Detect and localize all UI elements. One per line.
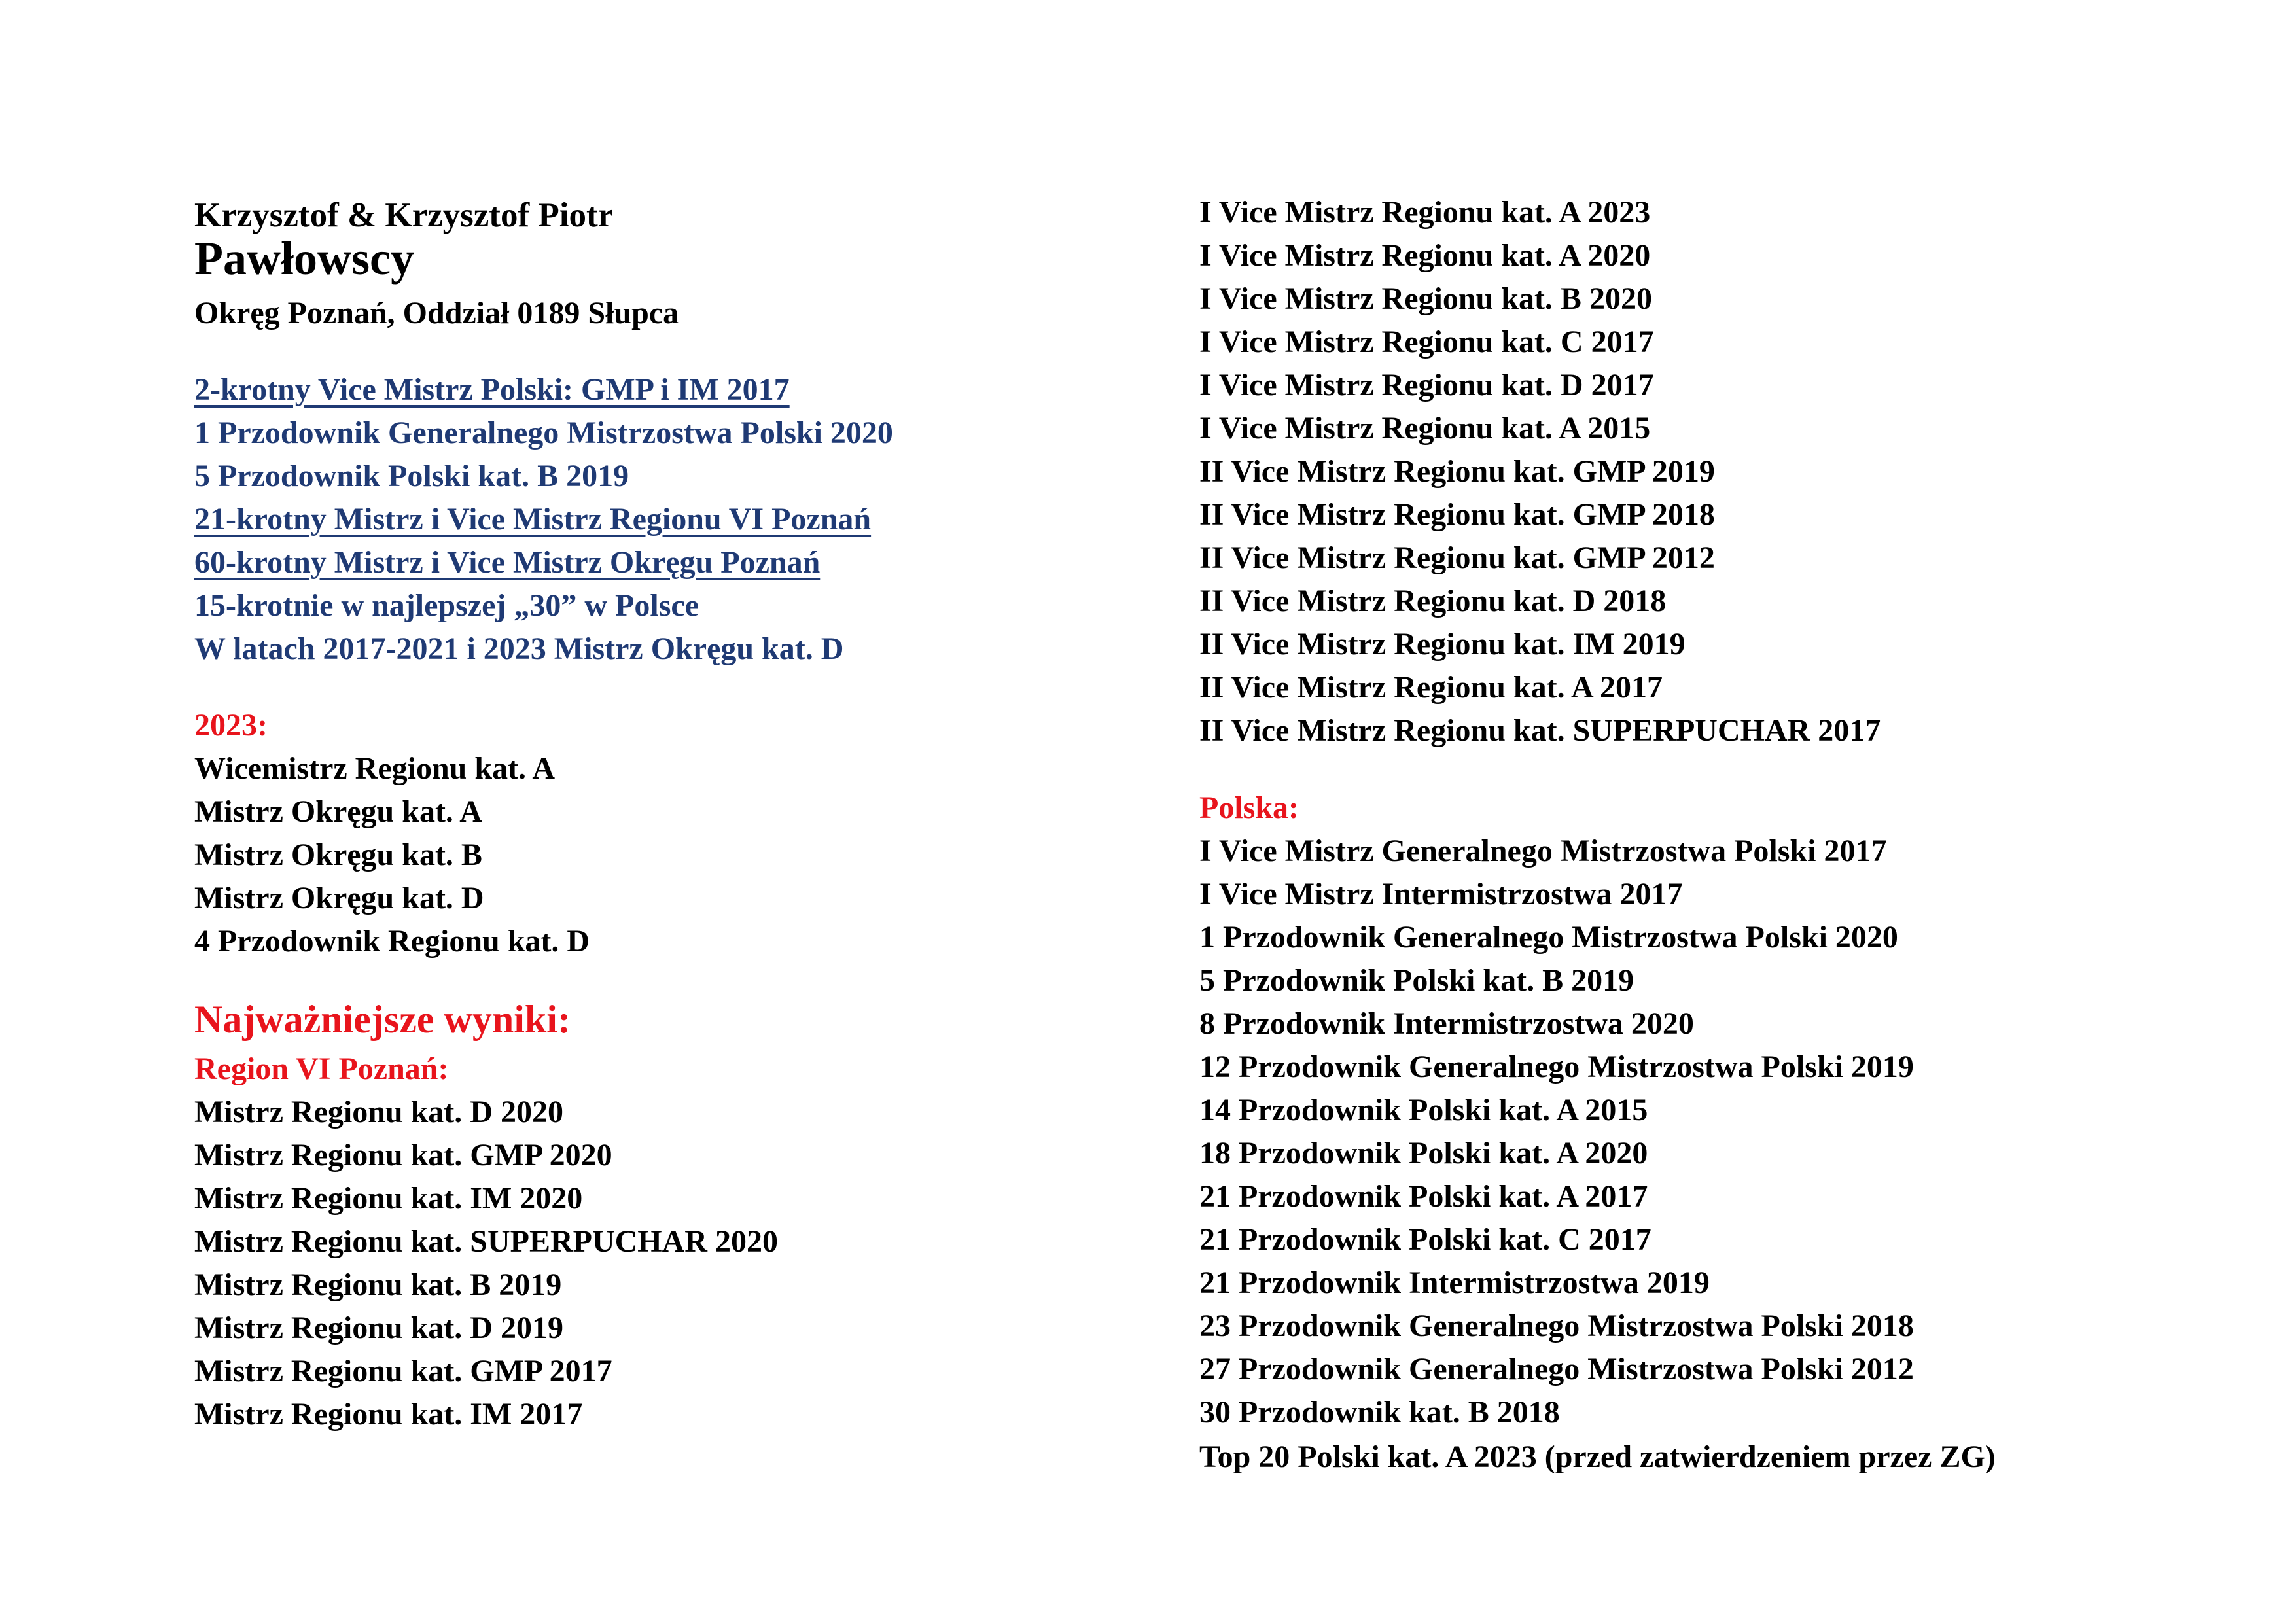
region-continued-item: I Vice Mistrz Regionu kat. A 2015 (1199, 411, 1651, 446)
region-item: Mistrz Regionu kat. D 2020 (194, 1095, 563, 1129)
district-label: Okręg Poznań, Oddział 0189 Słupca (194, 296, 679, 330)
poland-item: I Vice Mistrz Intermistrzostwa 2017 (1199, 877, 1683, 911)
poland-item: Top 20 Polski kat. A 2023 (przed zatwierdzeniem przez ZG) (1199, 1439, 1996, 1474)
owner-names: Krzysztof & Krzysztof Piotr (194, 196, 614, 234)
region-item: Mistrz Regionu kat. GMP 2020 (194, 1138, 612, 1172)
poland-item: 21 Przodownik Polski kat. A 2017 (1199, 1179, 1648, 1214)
poland-item: 21 Przodownik Intermistrzostwa 2019 (1199, 1265, 1710, 1300)
region-continued-item: II Vice Mistrz Regionu kat. D 2018 (1199, 584, 1667, 618)
region-item: Mistrz Regionu kat. GMP 2017 (194, 1354, 612, 1388)
poland-item: 12 Przodownik Generalnego Mistrzostwa Polski 2019 (1199, 1049, 1914, 1084)
region-item: Mistrz Regionu kat. D 2019 (194, 1311, 563, 1345)
region-continued-item: II Vice Mistrz Regionu kat. GMP 2019 (1199, 454, 1715, 489)
poland-item: 30 Przodownik kat. B 2018 (1199, 1395, 1560, 1430)
poland-item: 18 Przodownik Polski kat. A 2020 (1199, 1136, 1648, 1171)
region-item: Mistrz Regionu kat. SUPERPUCHAR 2020 (194, 1224, 778, 1259)
year-2023-item: Wicemistrz Regionu kat. A (194, 751, 556, 786)
year-2023-heading: 2023: (194, 708, 268, 743)
poland-item: 8 Przodownik Intermistrzostwa 2020 (1199, 1006, 1694, 1041)
poland-item: I Vice Mistrz Generalnego Mistrzostwa Polski 2017 (1199, 834, 1887, 868)
region-continued-item: I Vice Mistrz Regionu kat. B 2020 (1199, 281, 1652, 316)
region-item: Mistrz Regionu kat. IM 2017 (194, 1397, 583, 1432)
summary-item: 15-krotnie w najlepszej „30” w Polsce (194, 588, 699, 623)
key-results-heading: Najważniejsze wyniki: (194, 998, 571, 1041)
region-continued-item: II Vice Mistrz Regionu kat. GMP 2012 (1199, 540, 1715, 575)
region-heading: Region VI Poznań: (194, 1051, 449, 1086)
summary-item: W latach 2017-2021 i 2023 Mistrz Okręgu kat. D (194, 631, 844, 666)
region-continued-item: I Vice Mistrz Regionu kat. C 2017 (1199, 325, 1654, 359)
poland-item: 27 Przodownik Generalnego Mistrzostwa Polski 2012 (1199, 1352, 1914, 1386)
year-2023-item: Mistrz Okręgu kat. D (194, 881, 484, 915)
region-continued-item: I Vice Mistrz Regionu kat. D 2017 (1199, 368, 1654, 402)
summary-item: 21-krotny Mistrz i Vice Mistrz Regionu VI Poznań (194, 502, 872, 537)
poland-item: 21 Przodownik Polski kat. C 2017 (1199, 1222, 1651, 1257)
region-continued-item: I Vice Mistrz Regionu kat. A 2023 (1199, 195, 1651, 230)
region-continued-item: II Vice Mistrz Regionu kat. A 2017 (1199, 670, 1663, 705)
poland-item: 1 Przodownik Generalnego Mistrzostwa Polski 2020 (1199, 920, 1898, 955)
region-item: Mistrz Regionu kat. IM 2020 (194, 1181, 583, 1216)
poland-item: 5 Przodownik Polski kat. B 2019 (1199, 963, 1634, 998)
owner-surname: Pawłowscy (194, 232, 414, 285)
year-2023-item: Mistrz Okręgu kat. B (194, 837, 482, 872)
year-2023-item: 4 Przodownik Regionu kat. D (194, 924, 590, 959)
region-continued-item: II Vice Mistrz Regionu kat. IM 2019 (1199, 627, 1686, 661)
poland-item: 23 Przodownik Generalnego Mistrzostwa Polski 2018 (1199, 1309, 1914, 1343)
summary-item: 1 Przodownik Generalnego Mistrzostwa Polski 2020 (194, 415, 893, 450)
poland-item: 14 Przodownik Polski kat. A 2015 (1199, 1093, 1648, 1127)
year-2023-item: Mistrz Okręgu kat. A (194, 794, 482, 829)
poland-heading: Polska: (1199, 790, 1299, 825)
region-item: Mistrz Regionu kat. B 2019 (194, 1267, 562, 1302)
summary-item: 5 Przodownik Polski kat. B 2019 (194, 459, 629, 493)
summary-item: 60-krotny Mistrz i Vice Mistrz Okręgu Poznań (194, 545, 821, 580)
summary-item: 2-krotny Vice Mistrz Polski: GMP i IM 2017 (194, 372, 790, 407)
region-continued-item: II Vice Mistrz Regionu kat. SUPERPUCHAR 2017 (1199, 713, 1881, 748)
region-continued-item: I Vice Mistrz Regionu kat. A 2020 (1199, 238, 1651, 273)
region-continued-item: II Vice Mistrz Regionu kat. GMP 2018 (1199, 497, 1715, 532)
